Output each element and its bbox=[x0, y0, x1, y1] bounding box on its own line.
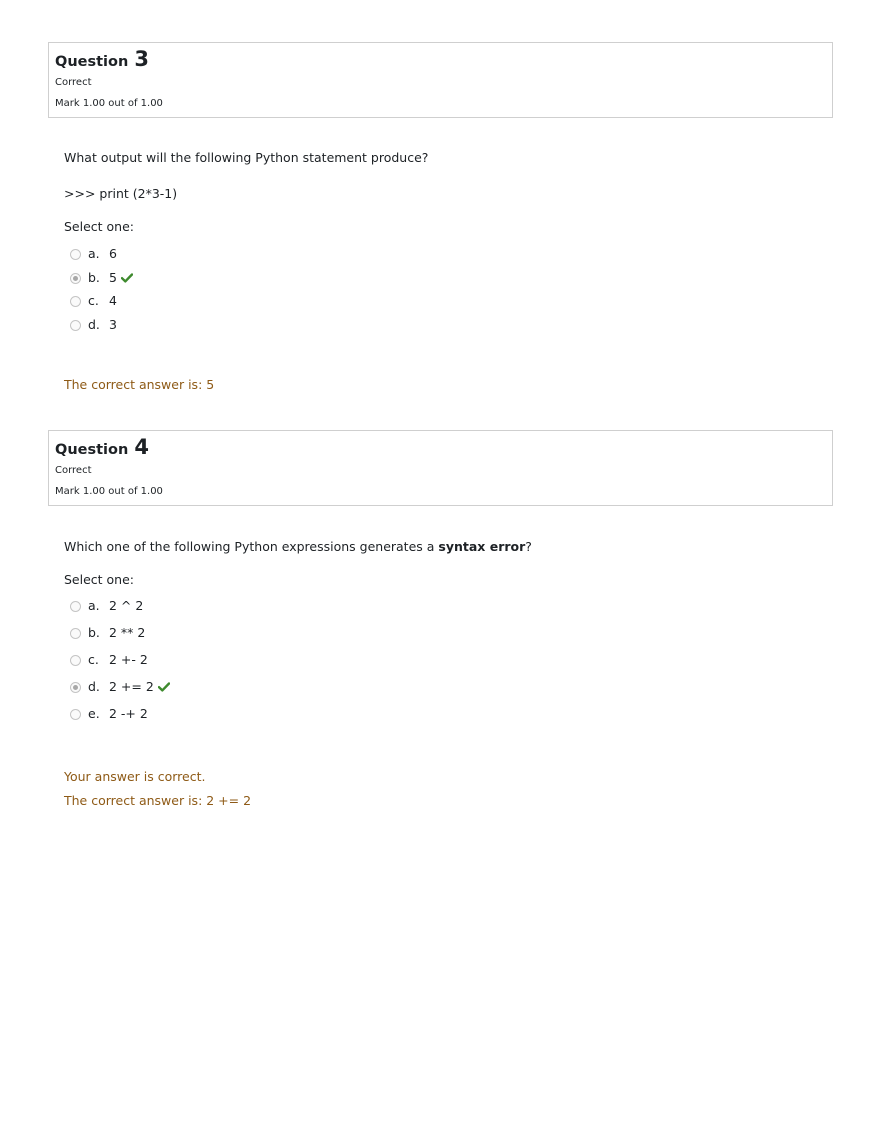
question-number: 4 bbox=[134, 435, 149, 459]
question-label: Question bbox=[55, 54, 129, 70]
question-state: Correct bbox=[55, 77, 92, 88]
question-3-title bbox=[55, 47, 149, 71]
option-text: 2 ** 2 bbox=[109, 625, 146, 640]
question-text-before: Which one of the following Python expressions generates a bbox=[64, 539, 439, 554]
question-4-prompt: Select one: bbox=[64, 572, 135, 587]
radio-button[interactable] bbox=[70, 249, 81, 260]
option-letter: b. bbox=[88, 625, 100, 640]
radio-button[interactable] bbox=[70, 601, 81, 612]
question-text-after: ? bbox=[525, 539, 532, 554]
option-text-wrap bbox=[109, 679, 170, 694]
option-letter: b. bbox=[88, 270, 100, 285]
question-3-prompt: Select one: bbox=[64, 219, 135, 234]
option-letter: d. bbox=[88, 679, 100, 694]
question-grade: Mark 1.00 out of 1.00 bbox=[55, 98, 163, 109]
question-4-specific-feedback: Your answer is correct. bbox=[64, 769, 206, 784]
check-icon bbox=[121, 273, 133, 283]
question-4-text bbox=[64, 539, 532, 554]
radio-button[interactable] bbox=[70, 628, 81, 639]
radio-button[interactable] bbox=[70, 655, 81, 666]
question-4-title bbox=[55, 435, 149, 459]
question-3-code: >>> print (2*3-1) bbox=[64, 186, 178, 201]
question-label: Question bbox=[55, 442, 129, 458]
option-text: 2 += 2 bbox=[109, 679, 154, 694]
option-letter: a. bbox=[88, 246, 100, 261]
option-text: 2 -+ 2 bbox=[109, 706, 148, 721]
radio-button[interactable] bbox=[70, 296, 81, 307]
question-3-correct-answer: The correct answer is: 5 bbox=[64, 377, 215, 392]
question-4-info bbox=[48, 430, 833, 506]
radio-button-selected[interactable] bbox=[70, 273, 81, 284]
option-text: 6 bbox=[109, 246, 117, 261]
option-letter: c. bbox=[88, 293, 99, 308]
option-text: 2 +- 2 bbox=[109, 652, 148, 667]
check-icon bbox=[158, 682, 170, 692]
radio-button[interactable] bbox=[70, 320, 81, 331]
radio-button[interactable] bbox=[70, 709, 81, 720]
option-text-wrap bbox=[109, 270, 133, 285]
question-text-bold: syntax error bbox=[438, 539, 526, 554]
option-letter: a. bbox=[88, 598, 100, 613]
question-state: Correct bbox=[55, 465, 92, 476]
question-3-text: What output will the following Python statement produce? bbox=[64, 150, 429, 165]
question-number: 3 bbox=[134, 47, 149, 71]
option-text: 3 bbox=[109, 317, 117, 332]
option-letter: c. bbox=[88, 652, 99, 667]
option-text: 2 ^ 2 bbox=[109, 598, 144, 613]
option-letter: d. bbox=[88, 317, 100, 332]
question-4-correct-answer: The correct answer is: 2 += 2 bbox=[64, 793, 252, 808]
option-text: 5 bbox=[109, 270, 117, 285]
radio-button-selected[interactable] bbox=[70, 682, 81, 693]
option-text: 4 bbox=[109, 293, 117, 308]
question-3-info bbox=[48, 42, 833, 118]
question-grade: Mark 1.00 out of 1.00 bbox=[55, 486, 163, 497]
option-letter: e. bbox=[88, 706, 100, 721]
